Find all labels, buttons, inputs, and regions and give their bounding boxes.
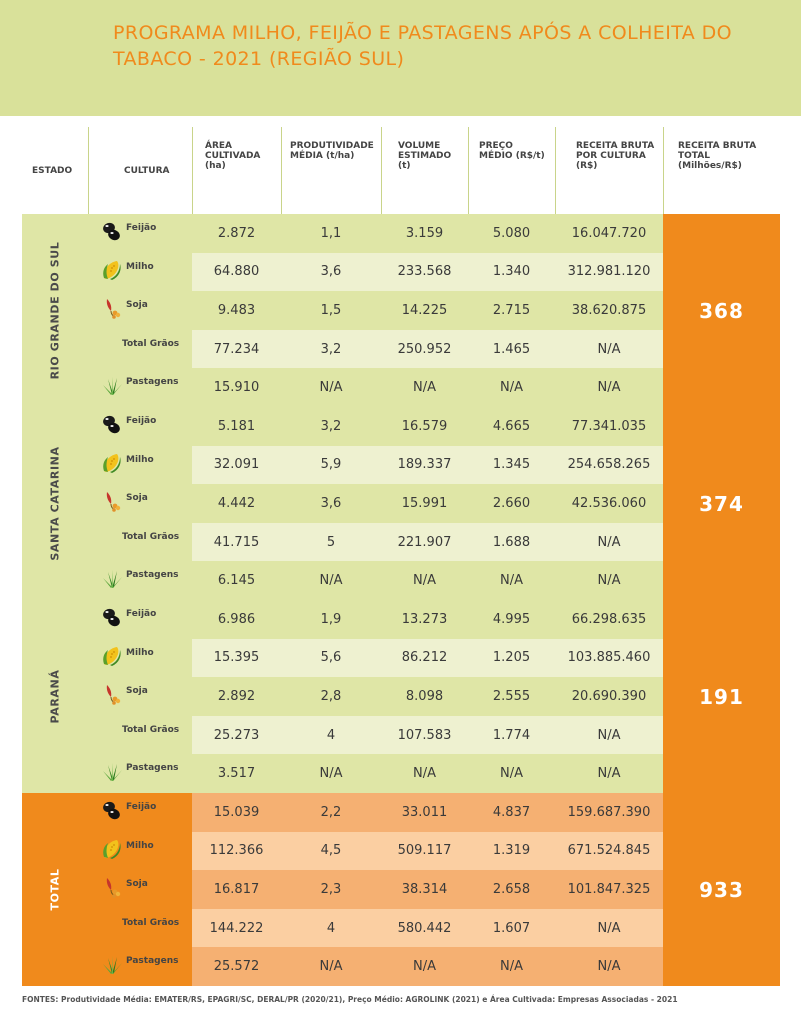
- cell-area: 9.483: [217, 302, 256, 318]
- revenue-total-value: 374: [699, 491, 744, 516]
- cell-volume: 250.952: [397, 341, 452, 357]
- crop-cell: [96, 870, 192, 909]
- crop-name: Total Grãos: [122, 917, 180, 928]
- crop-name: Milho: [126, 454, 154, 465]
- cell-prod: N/A: [319, 380, 343, 396]
- crop-cell: [96, 330, 192, 369]
- cell-volume: 15.991: [401, 495, 448, 511]
- cell-preco: 1.345: [492, 457, 531, 473]
- cell-receita: 77.341.035: [571, 418, 647, 434]
- cell-area: 3.517: [217, 766, 256, 782]
- cell-volume: 38.314: [401, 881, 448, 897]
- cell-area: 15.039: [213, 804, 260, 820]
- crop-name: Total Grãos: [122, 724, 180, 735]
- crop-name: Feijão: [126, 802, 157, 812]
- cell-receita: N/A: [597, 573, 621, 589]
- cell-receita: N/A: [597, 341, 621, 357]
- crop-cell: [96, 446, 192, 485]
- cell-volume: 580.442: [397, 920, 452, 936]
- revenue-total-value: 368: [699, 298, 744, 323]
- crop-cell: [96, 484, 192, 523]
- cell-area: 64.880: [213, 264, 260, 280]
- cell-area: 25.273: [213, 727, 260, 743]
- crop-cell: [96, 561, 192, 600]
- footer-sources: FONTES: Produtividade Média: EMATER/RS, EPAGRI/SC, DERAL/PR (2020/21), Preço Médio: AGROLINK (2021) e Área Cultivada: Empresas Associadas - 2021: [22, 995, 678, 1004]
- crop-cell: [96, 754, 192, 793]
- soy-icon: [100, 296, 124, 320]
- state-label-cell: [22, 214, 88, 407]
- cell-preco: N/A: [500, 959, 523, 975]
- crop-name: Soja: [126, 879, 148, 890]
- cell-prod: N/A: [319, 573, 343, 589]
- state-label-cell: [22, 407, 88, 600]
- cell-receita: N/A: [597, 766, 621, 782]
- cell-preco: 1.465: [492, 341, 531, 357]
- cell-prod: 3,6: [320, 264, 342, 280]
- soy-icon: [100, 682, 124, 706]
- cell-preco: 2.660: [492, 495, 531, 511]
- cell-preco: 1.319: [492, 843, 531, 859]
- cell-volume: N/A: [413, 766, 436, 782]
- cell-receita: N/A: [597, 380, 621, 396]
- grass-icon: [100, 566, 124, 590]
- crop-name: Feijão: [126, 609, 157, 619]
- crop-name: Milho: [126, 647, 154, 658]
- crop-name: Total Grãos: [122, 338, 180, 349]
- crop-cell: [96, 368, 192, 407]
- cell-preco: 2.555: [492, 688, 531, 704]
- revenue-total-cell: [663, 600, 780, 793]
- cell-receita: 312.981.120: [567, 264, 651, 280]
- divider: [381, 127, 382, 214]
- cell-volume: 14.225: [401, 302, 448, 318]
- cell-volume: 86.212: [401, 650, 448, 666]
- state-name: TOTAL: [48, 868, 62, 911]
- cell-prod: 3,6: [320, 495, 342, 511]
- crop-cell: [96, 716, 192, 755]
- header-estado: ESTADO: [32, 165, 73, 176]
- cell-receita: 20.690.390: [571, 688, 647, 704]
- cell-preco: 1.688: [492, 534, 531, 550]
- cell-volume: 33.011: [401, 804, 448, 820]
- revenue-total-cell: [663, 793, 780, 986]
- cell-area: 15.910: [213, 380, 260, 396]
- cell-preco: 4.995: [492, 611, 531, 627]
- cell-volume: 233.568: [397, 264, 452, 280]
- cell-receita: 42.536.060: [571, 495, 647, 511]
- corn-icon: [100, 837, 124, 861]
- crop-name: Soja: [126, 493, 148, 504]
- crop-name: Milho: [126, 840, 154, 851]
- revenue-total-cell: [663, 214, 780, 407]
- state-name: PARANÁ: [48, 669, 62, 724]
- state-name: RIO GRANDE DO SUL: [48, 241, 62, 380]
- cell-area: 2.872: [217, 225, 256, 241]
- cell-prod: 5,9: [320, 457, 342, 473]
- revenue-total-value: 933: [699, 877, 744, 902]
- cell-prod: 4,5: [320, 843, 342, 859]
- header-produtividade: PRODUTIVIDADE MÉDIA (t/ha): [290, 141, 374, 161]
- cell-volume: 3.159: [405, 225, 444, 241]
- divider: [281, 127, 282, 214]
- cell-area: 112.366: [209, 843, 264, 859]
- cell-preco: 2.715: [492, 302, 531, 318]
- cell-receita: N/A: [597, 959, 621, 975]
- cell-volume: 189.337: [397, 457, 452, 473]
- crop-name: Pastagens: [126, 377, 179, 388]
- cell-prod: 1,9: [320, 611, 342, 627]
- soy-icon: [100, 489, 124, 513]
- page-title: PROGRAMA MILHO, FEIJÃO E PASTAGENS APÓS A COLHEITA DO TABACO - 2021 (REGIÃO SUL): [113, 22, 732, 70]
- cell-prod: 2,2: [320, 804, 342, 820]
- cell-volume: 13.273: [401, 611, 448, 627]
- cell-prod: 3,2: [320, 418, 342, 434]
- crop-cell: [96, 947, 192, 986]
- cell-volume: 107.583: [397, 727, 452, 743]
- cell-receita: 671.524.845: [567, 843, 651, 859]
- cell-area: 2.892: [217, 688, 256, 704]
- cell-area: 5.181: [217, 418, 256, 434]
- cell-volume: 509.117: [397, 843, 452, 859]
- header-cultura: CULTURA: [124, 165, 170, 176]
- cell-volume: 8.098: [405, 688, 444, 704]
- cell-area: 6.986: [217, 611, 256, 627]
- revenue-total-value: 191: [699, 684, 744, 709]
- cell-receita: N/A: [597, 534, 621, 550]
- cell-preco: 4.837: [492, 804, 531, 820]
- header-preco: PREÇO MÉDIO (R$/t): [479, 141, 545, 161]
- cell-prod: 2,8: [320, 688, 342, 704]
- cell-prod: N/A: [319, 959, 343, 975]
- crop-cell: [96, 291, 192, 330]
- cell-prod: 3,2: [320, 341, 342, 357]
- state-name: SANTA CATARINA: [48, 446, 62, 561]
- bean-icon: [100, 798, 124, 822]
- divider: [663, 127, 664, 214]
- cell-area: 144.222: [209, 920, 264, 936]
- cell-volume: N/A: [413, 380, 436, 396]
- cell-preco: 2.658: [492, 881, 531, 897]
- crop-cell: [96, 677, 192, 716]
- crop-name: Soja: [126, 686, 148, 697]
- crop-name: Pastagens: [126, 956, 179, 967]
- header-area: ÁREA CULTIVADA (ha): [205, 141, 261, 171]
- cell-receita: 254.658.265: [567, 457, 651, 473]
- cell-area: 77.234: [213, 341, 260, 357]
- cell-preco: N/A: [500, 573, 523, 589]
- state-label-cell: [22, 600, 88, 793]
- cell-receita: 101.847.325: [567, 881, 651, 897]
- cell-area: 15.395: [213, 650, 260, 666]
- crop-name: Pastagens: [126, 763, 179, 774]
- header-receita-cultura: RECEITA BRUTA POR CULTURA (R$): [576, 141, 655, 171]
- crop-cell: [96, 909, 192, 948]
- divider: [468, 127, 469, 214]
- crop-name: Feijão: [126, 416, 157, 426]
- bean-icon: [100, 412, 124, 436]
- cell-prod: 2,3: [320, 881, 342, 897]
- cell-receita: N/A: [597, 920, 621, 936]
- cell-area: 4.442: [217, 495, 256, 511]
- cell-prod: 4: [326, 727, 336, 743]
- cell-preco: 1.607: [492, 920, 531, 936]
- cell-area: 16.817: [213, 881, 260, 897]
- state-label-cell: [22, 793, 88, 986]
- cell-receita: 103.885.460: [567, 650, 651, 666]
- title-banner: [0, 0, 801, 116]
- cell-receita: 38.620.875: [571, 302, 647, 318]
- soy-icon: [100, 875, 124, 899]
- cell-prod: N/A: [319, 766, 343, 782]
- crop-cell: [96, 407, 192, 446]
- cell-prod: 1,5: [320, 302, 342, 318]
- crop-cell: [96, 214, 192, 253]
- cell-preco: 4.665: [492, 418, 531, 434]
- cell-preco: 1.205: [492, 650, 531, 666]
- cell-area: 32.091: [213, 457, 260, 473]
- crop-cell: [96, 793, 192, 832]
- grass-icon: [100, 952, 124, 976]
- cell-prod: 1,1: [320, 225, 342, 241]
- crop-name: Pastagens: [126, 570, 179, 581]
- cell-preco: N/A: [500, 766, 523, 782]
- grass-icon: [100, 373, 124, 397]
- cell-prod: 4: [326, 920, 336, 936]
- corn-icon: [100, 644, 124, 668]
- crop-cell: [96, 600, 192, 639]
- bean-icon: [100, 605, 124, 629]
- cell-volume: 221.907: [397, 534, 452, 550]
- cell-area: 25.572: [213, 959, 260, 975]
- cell-preco: N/A: [500, 380, 523, 396]
- divider: [192, 127, 193, 214]
- cell-receita: 159.687.390: [567, 804, 651, 820]
- cell-prod: 5: [326, 534, 336, 550]
- cell-volume: 16.579: [401, 418, 448, 434]
- corn-icon: [100, 451, 124, 475]
- cell-prod: 5,6: [320, 650, 342, 666]
- cell-area: 41.715: [213, 534, 260, 550]
- cell-preco: 1.340: [492, 264, 531, 280]
- cell-receita: 16.047.720: [571, 225, 647, 241]
- crop-name: Soja: [126, 300, 148, 311]
- crop-name: Total Grãos: [122, 531, 180, 542]
- grass-icon: [100, 759, 124, 783]
- divider: [555, 127, 556, 214]
- cell-receita: 66.298.635: [571, 611, 647, 627]
- bean-icon: [100, 219, 124, 243]
- crop-cell: [96, 253, 192, 292]
- cell-volume: N/A: [413, 573, 436, 589]
- cell-area: 6.145: [217, 573, 256, 589]
- cell-volume: N/A: [413, 959, 436, 975]
- crop-name: Milho: [126, 261, 154, 272]
- crop-cell: [96, 523, 192, 562]
- crop-cell: [96, 639, 192, 678]
- corn-icon: [100, 258, 124, 282]
- header-volume: VOLUME ESTIMADO (t): [398, 141, 452, 171]
- header-receita-total: RECEITA BRUTA TOTAL (Milhões/R$): [678, 141, 757, 171]
- cell-receita: N/A: [597, 727, 621, 743]
- cell-preco: 5.080: [492, 225, 531, 241]
- crop-cell: [96, 832, 192, 871]
- cell-preco: 1.774: [492, 727, 531, 743]
- revenue-total-cell: [663, 407, 780, 600]
- crop-name: Feijão: [126, 223, 157, 233]
